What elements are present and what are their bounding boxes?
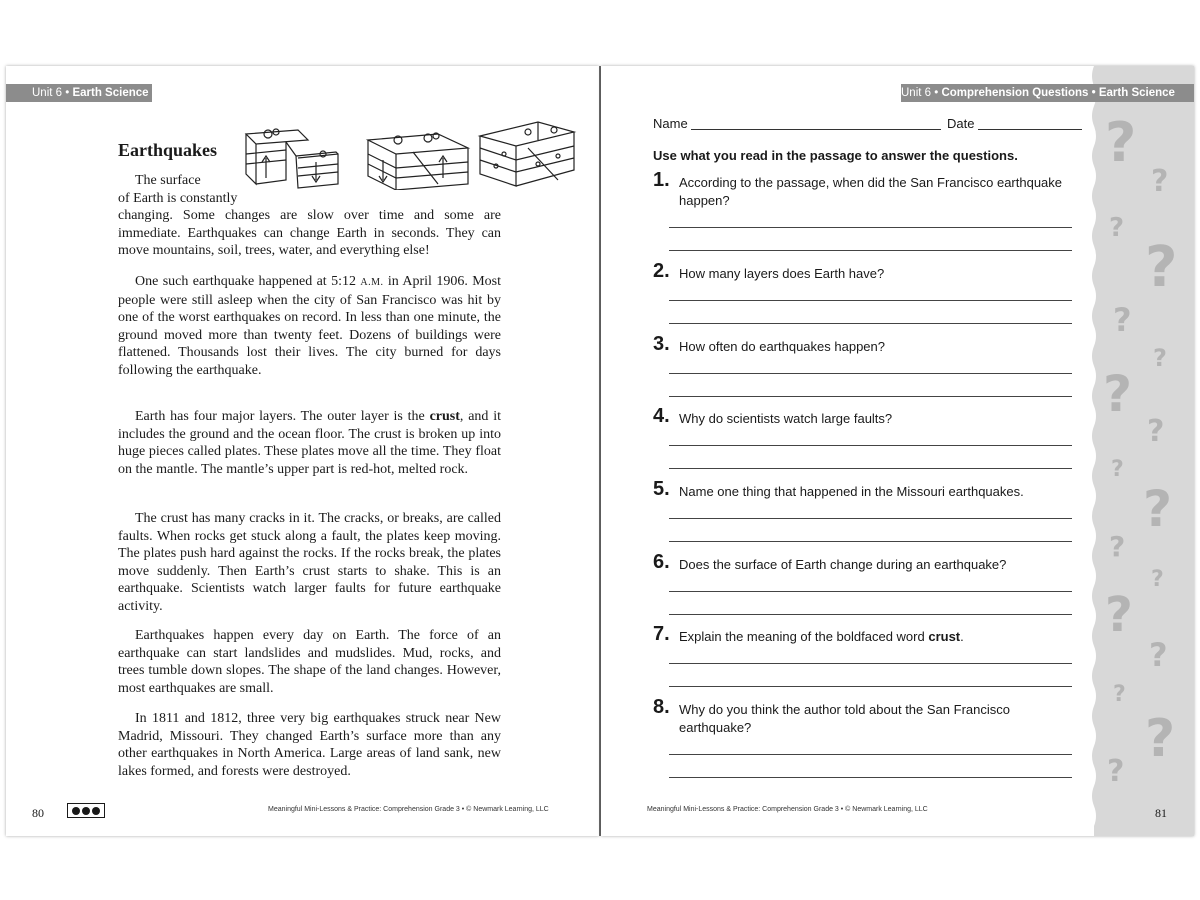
question-number: 4. [653, 405, 670, 427]
unit-subject: Comprehension Questions • Earth Science [941, 87, 1175, 99]
svg-text:?: ? [1151, 164, 1169, 199]
name-date-row [653, 116, 975, 131]
page-footer: Meaningful Mini-Lessons & Practice: Comprehension Grade 3 • © Newmark Learning, LLC [268, 806, 549, 813]
paragraph-3 [118, 408, 501, 478]
unit-header-bar [901, 84, 1194, 102]
right-page [601, 66, 1194, 836]
answer-line-8b[interactable] [669, 777, 1072, 778]
instructions: Use what you read in the passage to answer the questions. [653, 148, 1018, 163]
answer-line-2a[interactable] [669, 300, 1072, 301]
paragraph-6-text: In 1811 and 1812, three very big earthquakes struck near New Madrid, Missouri. They changed Earth’s surface more than any other earthquakes in North America. Large areas of land sank, new lakes formed, and forests were destroyed. [118, 711, 501, 779]
answer-line-8a[interactable] [669, 754, 1072, 755]
answer-line-6a[interactable] [669, 591, 1072, 592]
intro-line-1: The surface [135, 173, 201, 188]
answer-line-4b[interactable] [669, 468, 1072, 469]
answer-line-3b[interactable] [669, 396, 1072, 397]
paragraph-5 [118, 627, 501, 697]
answer-line-5a[interactable] [669, 518, 1072, 519]
question-text [679, 628, 1071, 646]
paragraph-3-b: , and it includes the ground and the ocean floor. The crust is broken up into huge pieces called plates. These plates move all the time. They float on the mantle. The mantle’s upper part is red-hot, melted rock. [118, 409, 501, 477]
question-number: 6. [653, 551, 670, 573]
svg-text:?: ? [1145, 709, 1176, 769]
paragraph-4 [118, 510, 501, 615]
svg-text:?: ? [1113, 301, 1132, 339]
question-7-text-b: . [960, 629, 964, 644]
unit-header-bar [6, 84, 152, 102]
question-number: 8. [653, 696, 670, 718]
answer-line-1a[interactable] [669, 227, 1072, 228]
page-number: 80 [32, 806, 44, 820]
unit-label: Unit 6 • [32, 87, 73, 99]
answer-line-1b[interactable] [669, 250, 1072, 251]
svg-text:?: ? [1151, 567, 1164, 592]
answer-line-3a[interactable] [669, 373, 1072, 374]
page-title: Earthquakes [118, 140, 218, 160]
svg-text:?: ? [1107, 754, 1125, 789]
question-number: 2. [653, 260, 670, 282]
answer-line-5b[interactable] [669, 541, 1072, 542]
svg-text:?: ? [1149, 636, 1168, 674]
svg-text:?: ? [1153, 344, 1167, 372]
unit-subject: Earth Science [72, 87, 149, 99]
answer-line-4a[interactable] [669, 445, 1072, 446]
paragraph-3-bold-word: crust [429, 409, 460, 424]
answer-line-6b[interactable] [669, 614, 1072, 615]
question-text: Why do you think the author told about the San Francisco earthquake? [679, 702, 1010, 735]
intro-text [118, 172, 253, 207]
svg-text:?: ? [1105, 587, 1133, 643]
three-dot-level-icon [67, 803, 105, 818]
answer-line-7b[interactable] [669, 686, 1072, 687]
svg-text:?: ? [1111, 457, 1124, 482]
question-number: 5. [653, 478, 670, 500]
paragraph-5-text: Earthquakes happen every day on Earth. The force of an earthquake can start landslides and mudslides. Mud, rocks, and trees tumble down slopes. The shape of the land changes. However, most earthquakes are small. [118, 628, 501, 696]
date-label: Date [947, 116, 975, 131]
question-7-bold-word: crust [928, 629, 961, 644]
question-mark-pattern-icon [1091, 66, 1194, 836]
paragraph-6 [118, 710, 501, 780]
svg-text:?: ? [1145, 235, 1178, 300]
question-text: How often do earthquakes happen? [679, 339, 885, 354]
question-text: Name one thing that happened in the Missouri earthquakes. [679, 484, 1024, 499]
paragraph-4-text: The crust has many cracks in it. The cracks, or breaks, are called faults. When rocks get stuck along a fault, the plates keep moving. The plates push hard against the rocks. If the rocks break, the plates move suddenly. Then Earth’s crust starts to shake. This is an earthquake. Scientists watch larger faults for future earthquake activity. [118, 511, 501, 614]
question-text: How many layers does Earth have? [679, 266, 885, 281]
question-number: 7. [653, 623, 670, 645]
paragraph-2-b: in April 1906. Most people were still asleep when the city of San Francisco was hit by one of the worst earthquakes on record. In less than one minute, the ground moved more than twenty feet. Dozens of buildings were flattened. Thousands lost their lives. The city burned for days following the earthquake. [118, 274, 501, 378]
paragraph-2 [118, 273, 501, 379]
answer-line-2b[interactable] [669, 323, 1072, 324]
name-label: Name [653, 116, 688, 131]
unit-label: Unit 6 • [901, 87, 942, 99]
question-text: Does the surface of Earth change during an earthquake? [679, 557, 1007, 572]
svg-text:?: ? [1105, 111, 1137, 174]
svg-text:?: ? [1143, 480, 1173, 538]
svg-text:?: ? [1109, 213, 1125, 243]
question-text: Why do scientists watch large faults? [679, 411, 893, 426]
page-number: 81 [1155, 806, 1167, 820]
svg-text:?: ? [1147, 414, 1165, 449]
question-number: 1. [653, 169, 670, 191]
question-7-text-a: Explain the meaning of the boldfaced word [679, 629, 929, 644]
question-number: 3. [653, 333, 670, 355]
page-footer: Meaningful Mini-Lessons & Practice: Comprehension Grade 3 • © Newmark Learning, LLC [647, 806, 928, 813]
left-page [6, 66, 599, 836]
svg-text:?: ? [1103, 365, 1133, 423]
name-field[interactable] [691, 129, 941, 130]
paragraph-1-rest: changing. Some changes are slow over time and some are immediate. Earthquakes can change Earth in seconds. They can move mountains, soil, trees, water, and everything else! [118, 208, 501, 258]
date-field[interactable] [978, 129, 1082, 130]
paragraph-2-time: A.M. [360, 277, 384, 288]
svg-text:?: ? [1109, 530, 1126, 563]
answer-line-7a[interactable] [669, 663, 1072, 664]
earthquake-fault-blocks-illustration [238, 118, 578, 190]
paragraph-3-a: Earth has four major layers. The outer layer is the [135, 409, 430, 424]
question-text: According to the passage, when did the San Francisco earthquake happen? [679, 175, 1063, 208]
paragraph-2-a: One such earthquake happened at 5:12 [135, 274, 361, 289]
svg-text:?: ? [1113, 682, 1126, 707]
intro-line-2: of Earth is constantly [118, 190, 238, 206]
